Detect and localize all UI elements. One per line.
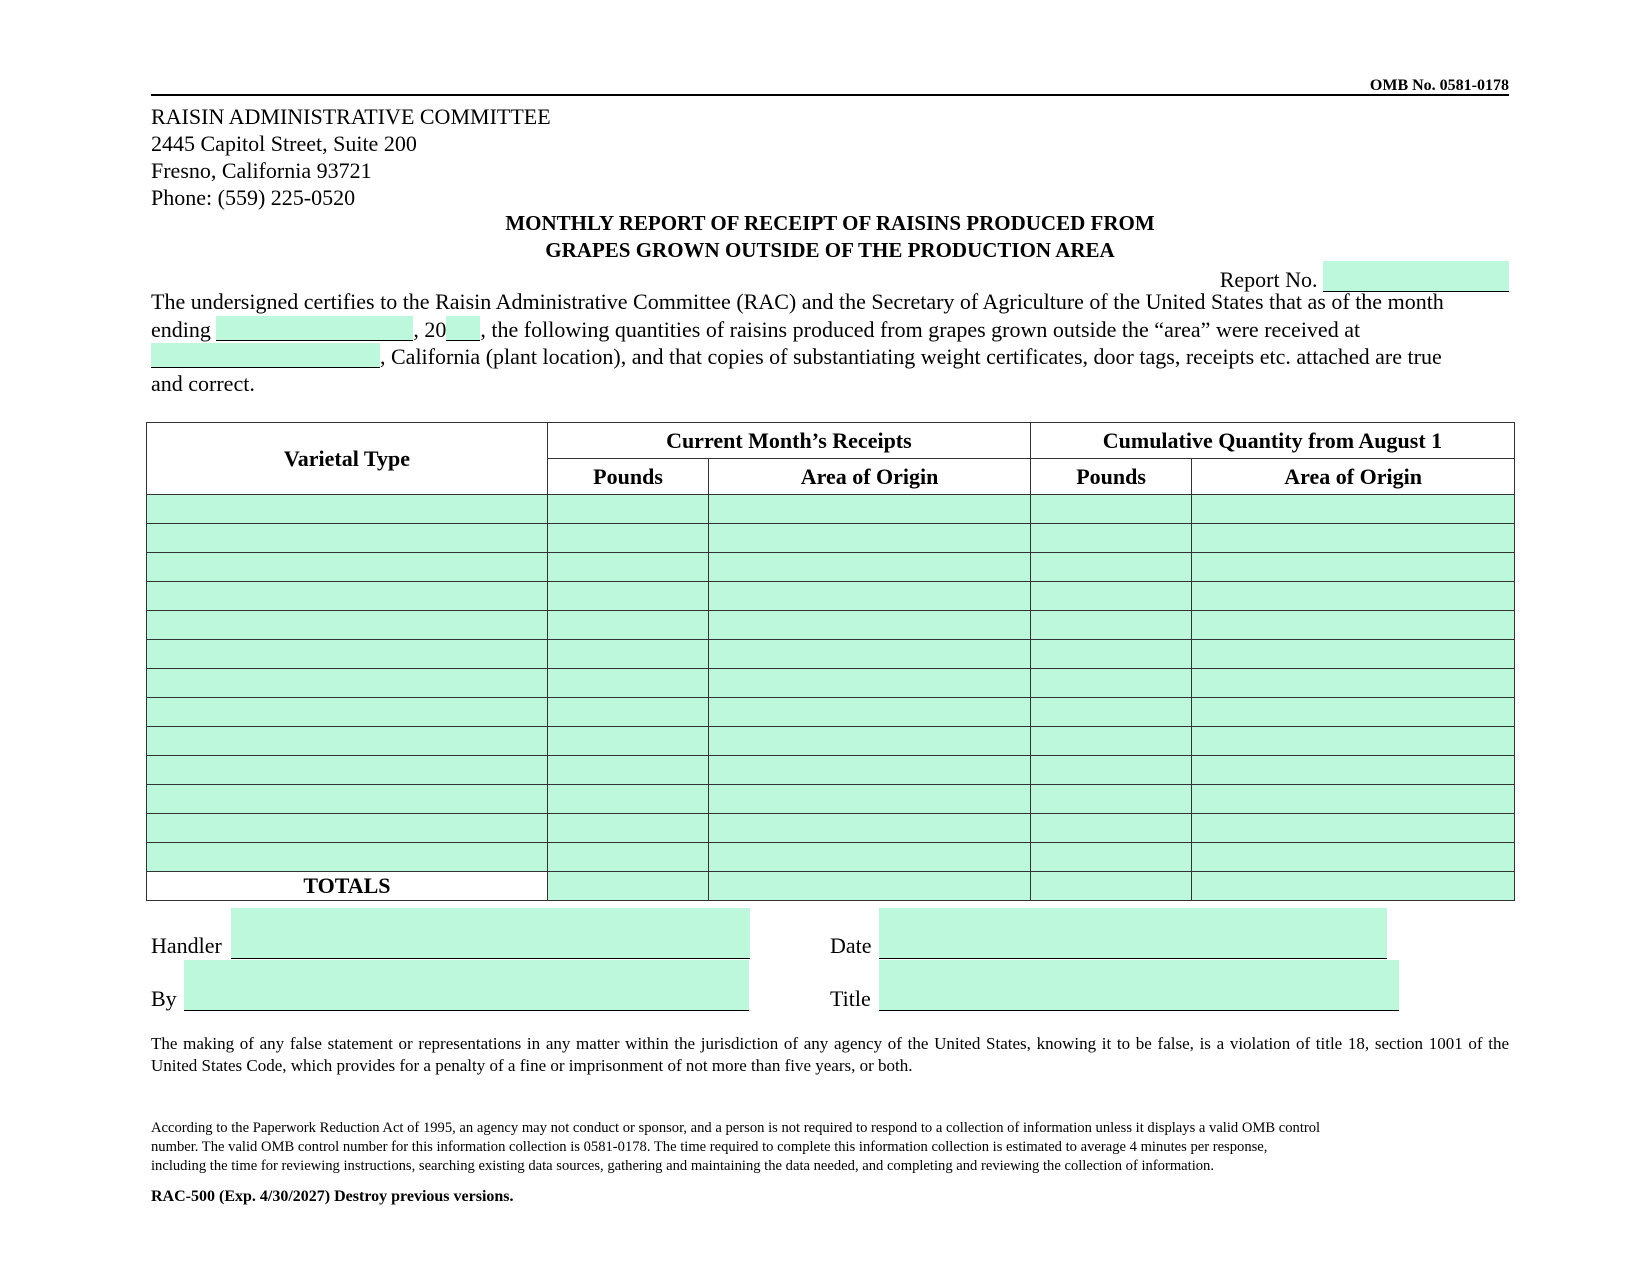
current-origin-field[interactable] [709, 814, 1031, 843]
header-current-origin: Area of Origin [709, 459, 1031, 495]
cumulative-pounds-field[interactable] [1030, 524, 1191, 553]
cumulative-pounds-field[interactable] [1030, 582, 1191, 611]
table-row [147, 524, 1515, 553]
handler-field[interactable] [231, 908, 750, 958]
omb-number: OMB No. 0581-0178 [1369, 77, 1509, 94]
top-rule [151, 94, 1509, 96]
varietal-type-field[interactable] [147, 785, 548, 814]
paperwork-reduction-notice [151, 1119, 1509, 1176]
table-row [147, 640, 1515, 669]
table-row [147, 843, 1515, 872]
current-pounds-field[interactable] [547, 727, 708, 756]
header-current-pounds: Pounds [547, 459, 708, 495]
varietal-type-field[interactable] [147, 524, 548, 553]
table-row [147, 495, 1515, 524]
cumulative-pounds-field[interactable] [1030, 727, 1191, 756]
table-row [147, 582, 1515, 611]
current-origin-field[interactable] [709, 727, 1031, 756]
receipts-table [146, 422, 1515, 901]
table-row [147, 669, 1515, 698]
title-label: Title [830, 986, 871, 1011]
table-row [147, 553, 1515, 582]
false-statement-warning: The making of any false statement or representations in any matter within the jurisdiction of any agency of the United States, knowing it to be false, is a violation of title 18, section 1001 of the United States Code, which provides for a penalty of a fine or imprisonment of not more than five years, or both. [151, 1034, 1509, 1075]
total-cumulative-origin-field[interactable] [1192, 872, 1515, 901]
year-prefix: , 20 [413, 316, 447, 342]
table-body [147, 495, 1515, 872]
varietal-type-field[interactable] [147, 640, 548, 669]
current-origin-field[interactable] [709, 843, 1031, 872]
current-pounds-field[interactable] [547, 495, 708, 524]
header-current-month: Current Month’s Receipts [547, 423, 1030, 459]
cumulative-pounds-field[interactable] [1030, 495, 1191, 524]
varietal-type-field[interactable] [147, 611, 548, 640]
by-underline [184, 1010, 749, 1011]
certification-statement [151, 289, 1509, 397]
current-origin-field[interactable] [709, 611, 1031, 640]
cumulative-origin-field[interactable] [1192, 495, 1515, 524]
table-row [147, 727, 1515, 756]
current-pounds-field[interactable] [547, 669, 708, 698]
form-title-line-1: MONTHLY REPORT OF RECEIPT OF RAISINS PRODUCED FROM [505, 211, 1155, 235]
current-origin-field[interactable] [709, 756, 1031, 785]
varietal-type-field[interactable] [147, 756, 548, 785]
current-origin-field[interactable] [709, 582, 1031, 611]
date-underline [879, 958, 1387, 959]
current-origin-field[interactable] [709, 495, 1031, 524]
paperwork-line-2: number. The valid OMB control number for this information collection is 0581-0178. The time required to complete this information collection is estimated to average 4 minutes per response, [151, 1139, 1268, 1155]
cumulative-origin-field[interactable] [1192, 553, 1515, 582]
totals-label: TOTALS [147, 872, 548, 901]
cumulative-pounds-field[interactable] [1030, 669, 1191, 698]
certification-line-3-text: , California (plant location), and that copies of substantiating weight certificates, door tags, receipts etc. attached are true [380, 344, 1442, 369]
plant-location-field[interactable] [151, 343, 380, 368]
current-pounds-field[interactable] [547, 843, 708, 872]
total-current-origin-field[interactable] [709, 872, 1031, 901]
cumulative-pounds-field[interactable] [1030, 698, 1191, 727]
date-field[interactable] [879, 908, 1387, 958]
title-underline [879, 1010, 1399, 1011]
year-field[interactable] [446, 316, 480, 341]
cumulative-origin-field[interactable] [1192, 843, 1515, 872]
varietal-type-field[interactable] [147, 814, 548, 843]
varietal-type-field[interactable] [147, 843, 548, 872]
ending-label: ending [151, 316, 211, 342]
header-cumulative-origin: Area of Origin [1192, 459, 1515, 495]
current-pounds-field[interactable] [547, 814, 708, 843]
table-row [147, 698, 1515, 727]
varietal-type-field[interactable] [147, 698, 548, 727]
current-origin-field[interactable] [709, 698, 1031, 727]
cumulative-pounds-field[interactable] [1030, 553, 1191, 582]
certification-line-2 [151, 316, 1509, 344]
current-origin-field[interactable] [709, 785, 1031, 814]
paperwork-line-1: According to the Paperwork Reduction Act of 1995, an agency may not conduct or sponsor, and a person is not required to respond to a collection of information unless it displays a valid OMB control [151, 1120, 1321, 1136]
varietal-type-field[interactable] [147, 669, 548, 698]
certification-line-3 [151, 343, 1509, 371]
handler-underline [231, 958, 750, 959]
phone-number: Phone: (559) 225-0520 [151, 185, 356, 210]
title-field[interactable] [879, 960, 1399, 1010]
cumulative-origin-field[interactable] [1192, 698, 1515, 727]
total-cumulative-pounds-field[interactable] [1030, 872, 1191, 901]
cumulative-origin-field[interactable] [1192, 611, 1515, 640]
cumulative-pounds-field[interactable] [1030, 843, 1191, 872]
handler-label: Handler [151, 933, 222, 958]
cumulative-origin-field[interactable] [1192, 582, 1515, 611]
paperwork-line-3: including the time for reviewing instructions, searching existing data sources, gathering and maintaining the data needed, and completing and reviewing the collection of information. [151, 1158, 1215, 1174]
month-ending-field[interactable] [216, 316, 413, 341]
cumulative-pounds-field[interactable] [1030, 611, 1191, 640]
current-pounds-field[interactable] [547, 698, 708, 727]
varietal-type-field[interactable] [147, 553, 548, 582]
varietal-type-field[interactable] [147, 727, 548, 756]
total-current-pounds-field[interactable] [547, 872, 708, 901]
cumulative-origin-field[interactable] [1192, 756, 1515, 785]
form-footer: RAC-500 (Exp. 4/30/2027) Destroy previous versions. [151, 1188, 514, 1205]
report-number-label: Report No. [1219, 267, 1318, 292]
cumulative-origin-field[interactable] [1192, 524, 1515, 553]
city-state-zip: Fresno, California 93721 [151, 158, 372, 183]
current-origin-field[interactable] [709, 553, 1031, 582]
cumulative-origin-field[interactable] [1192, 727, 1515, 756]
certification-line-2-rest: , the following quantities of raisins produced from grapes grown outside the “area” were received at [480, 316, 1361, 342]
current-pounds-field[interactable] [547, 553, 708, 582]
date-label: Date [830, 933, 872, 958]
cumulative-pounds-field[interactable] [1030, 814, 1191, 843]
table-row [147, 785, 1515, 814]
table-row [147, 814, 1515, 843]
current-pounds-field[interactable] [547, 611, 708, 640]
by-label: By [151, 986, 177, 1011]
table-row [147, 756, 1515, 785]
committee-name: RAISIN ADMINISTRATIVE COMMITTEE [151, 104, 551, 129]
current-pounds-field[interactable] [547, 785, 708, 814]
cumulative-origin-field[interactable] [1192, 669, 1515, 698]
cumulative-origin-field[interactable] [1192, 640, 1515, 669]
header-cumulative-pounds: Pounds [1030, 459, 1191, 495]
certification-line-1: The undersigned certifies to the Raisin Administrative Committee (RAC) and the Secretary of Agriculture of the United States that as of the month [151, 289, 1444, 314]
cumulative-origin-field[interactable] [1192, 785, 1515, 814]
totals-row [147, 872, 1515, 901]
varietal-type-field[interactable] [147, 495, 548, 524]
committee-address [151, 103, 551, 211]
street-address: 2445 Capitol Street, Suite 200 [151, 131, 417, 156]
varietal-type-field[interactable] [147, 582, 548, 611]
current-pounds-field[interactable] [547, 756, 708, 785]
current-pounds-field[interactable] [547, 524, 708, 553]
cumulative-pounds-field[interactable] [1030, 785, 1191, 814]
table-row [147, 611, 1515, 640]
current-origin-field[interactable] [709, 640, 1031, 669]
certification-line-4: and correct. [151, 370, 255, 396]
by-field[interactable] [184, 960, 749, 1010]
current-origin-field[interactable] [709, 524, 1031, 553]
header-cumulative: Cumulative Quantity from August 1 [1030, 423, 1514, 459]
current-pounds-field[interactable] [547, 640, 708, 669]
current-origin-field[interactable] [709, 669, 1031, 698]
cumulative-pounds-field[interactable] [1030, 756, 1191, 785]
cumulative-origin-field[interactable] [1192, 814, 1515, 843]
form-title-line-2: GRAPES GROWN OUTSIDE OF THE PRODUCTION AREA [545, 238, 1115, 262]
cumulative-pounds-field[interactable] [1030, 640, 1191, 669]
current-pounds-field[interactable] [547, 582, 708, 611]
header-varietal-type: Varietal Type [147, 423, 548, 495]
report-number-field[interactable] [1323, 261, 1509, 292]
